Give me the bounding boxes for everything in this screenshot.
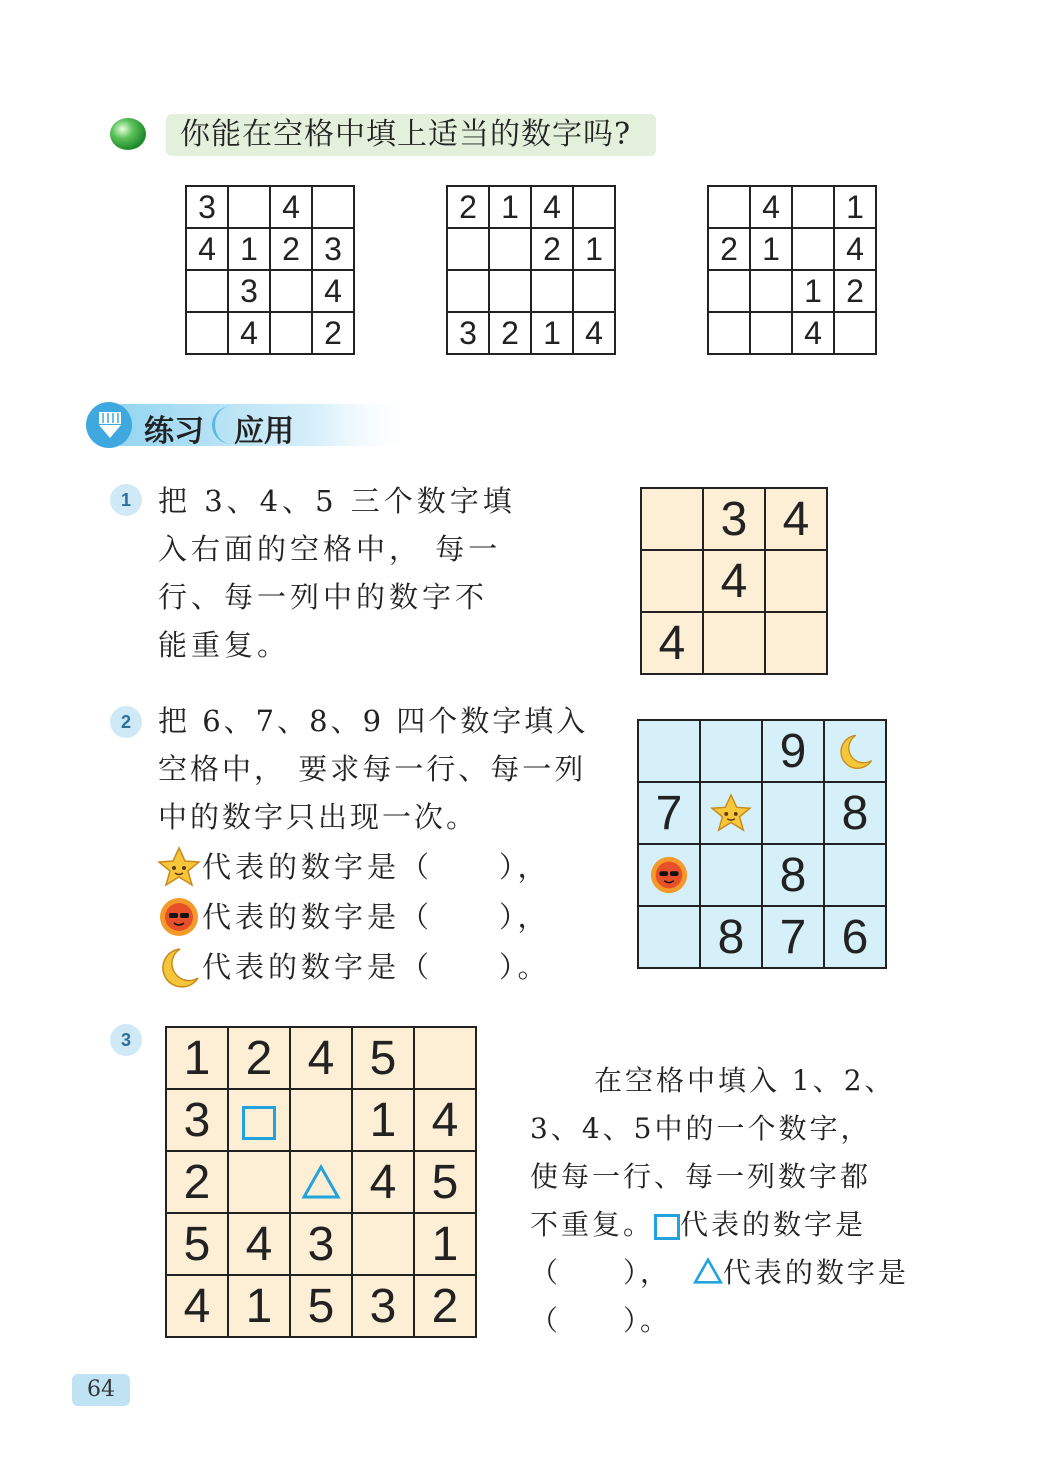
- text-line: 把 6、7、8、9 四个数字填入: [158, 704, 589, 738]
- grid-cell: 4: [414, 1089, 476, 1151]
- green-ball-icon: [108, 116, 148, 152]
- q1-grid: [640, 487, 828, 675]
- answer-line-moon: [156, 945, 551, 989]
- grid-cell: [573, 270, 615, 312]
- triangle-icon: [693, 1257, 723, 1285]
- grid-cell: [641, 550, 703, 612]
- grid-cell: [641, 488, 703, 550]
- grid-cell: 9: [762, 720, 824, 782]
- grid-cell: 5: [352, 1027, 414, 1089]
- grid-cell: 2: [447, 186, 489, 228]
- text-line: 在空格中填入 1、2、: [594, 1064, 896, 1097]
- question-number-2: 2: [110, 706, 142, 738]
- question-3-text: [530, 1057, 909, 1345]
- grid-cell: [228, 1151, 290, 1213]
- grid-cell: [765, 612, 827, 674]
- star-icon: [709, 793, 753, 833]
- text-line: 把 3、4、5 三个数字填: [158, 484, 516, 518]
- text-line: 使每一行、每一列数字都: [530, 1160, 872, 1193]
- grid-cell: 4: [228, 1213, 290, 1275]
- text-fragment: 代表的数字是: [722, 1256, 909, 1289]
- grid-cell: [638, 720, 700, 782]
- grid-cell: [228, 186, 270, 228]
- grid-cell: 4: [573, 312, 615, 354]
- text-line: 中的数字只出现一次。: [158, 800, 479, 834]
- grid-cell: 5: [166, 1213, 228, 1275]
- question-2-answers: [156, 845, 551, 989]
- text-line: 3、4、5中的一个数字，: [530, 1112, 872, 1145]
- grid-cell: 2: [166, 1151, 228, 1213]
- grid-cell: 1: [228, 228, 270, 270]
- grid-cell: 2: [489, 312, 531, 354]
- grid-cell: [834, 312, 876, 354]
- grid-cell: 4: [641, 612, 703, 674]
- grid-cell: 2: [270, 228, 312, 270]
- grid-cell: 4: [531, 186, 573, 228]
- grid-cell: 8: [700, 906, 762, 968]
- grid-cell: 3: [447, 312, 489, 354]
- grid-cell: 2: [708, 228, 750, 270]
- grid-cell: [700, 720, 762, 782]
- grid-cell: [447, 270, 489, 312]
- grid-cell: 3: [312, 228, 354, 270]
- answer-line-sun: [156, 895, 551, 939]
- moon-icon: [835, 731, 875, 771]
- grid-cell: 5: [290, 1275, 352, 1337]
- square-cell: [228, 1089, 290, 1151]
- grid-cell: [414, 1027, 476, 1089]
- grid-cell: 7: [762, 906, 824, 968]
- section-banner: [84, 400, 414, 450]
- grid-cell: 5: [414, 1151, 476, 1213]
- moon-cell: [824, 720, 886, 782]
- text-line: [530, 1249, 909, 1297]
- question-2-text: [158, 697, 588, 841]
- grid-cell: 1: [573, 228, 615, 270]
- star-cell: [700, 782, 762, 844]
- text-line: [530, 1201, 909, 1249]
- answer-text: 代表的数字是（ ），: [202, 850, 551, 884]
- grid-cell: 4: [703, 550, 765, 612]
- grid-cell: [708, 186, 750, 228]
- grid-cell: 7: [638, 782, 700, 844]
- grid-cell: 3: [352, 1275, 414, 1337]
- text-line: （ ）。: [530, 1304, 672, 1337]
- grid-cell: [765, 550, 827, 612]
- text-fragment: （ ），: [530, 1256, 672, 1289]
- grid-cell: 3: [290, 1213, 352, 1275]
- grid-cell: 1: [166, 1027, 228, 1089]
- grid-cell: [700, 844, 762, 906]
- q3-grid: [165, 1026, 477, 1338]
- grid-cell: [703, 612, 765, 674]
- grid-cell: 4: [792, 312, 834, 354]
- grid-cell: 1: [228, 1275, 290, 1337]
- grid-cell: 2: [312, 312, 354, 354]
- grid-cell: 4: [312, 270, 354, 312]
- grid-cell: 3: [703, 488, 765, 550]
- text-line: 入右面的空格中， 每一: [158, 532, 502, 566]
- sun-icon: [647, 855, 691, 895]
- grid-cell: 2: [834, 270, 876, 312]
- square-icon: [654, 1214, 680, 1240]
- grid-cell: 4: [750, 186, 792, 228]
- star-icon: [156, 846, 202, 888]
- text-fragment: 不重复。: [530, 1208, 655, 1241]
- grid-cell: [750, 270, 792, 312]
- sudoku-grid-3: [707, 185, 877, 355]
- grid-cell: [573, 186, 615, 228]
- grid-cell: 4: [186, 228, 228, 270]
- grid-cell: 3: [186, 186, 228, 228]
- grid-cell: 4: [166, 1275, 228, 1337]
- text-fragment: 代表的数字是: [680, 1208, 867, 1241]
- grid-cell: 3: [166, 1089, 228, 1151]
- grid-cell: 6: [824, 906, 886, 968]
- sudoku-grid-2: [446, 185, 616, 355]
- grid-cell: [708, 270, 750, 312]
- grid-cell: [531, 270, 573, 312]
- grid-cell: [824, 844, 886, 906]
- sun-cell: [638, 844, 700, 906]
- grid-cell: 3: [228, 270, 270, 312]
- grid-cell: 1: [414, 1213, 476, 1275]
- grid-cell: 4: [834, 228, 876, 270]
- grid-cell: 2: [228, 1027, 290, 1089]
- grid-cell: 4: [290, 1027, 352, 1089]
- grid-cell: 1: [352, 1089, 414, 1151]
- grid-cell: [312, 186, 354, 228]
- section-title-practice: 练习: [144, 414, 204, 449]
- prompt-box: 你能在空格中填上适当的数字吗?: [166, 114, 656, 156]
- grid-cell: [270, 270, 312, 312]
- grid-cell: [489, 270, 531, 312]
- answer-text: 代表的数字是（ ）。: [202, 950, 551, 984]
- question-number-3: 3: [110, 1024, 142, 1056]
- square-icon: [242, 1106, 276, 1140]
- question-1-text: [158, 477, 516, 669]
- grid-cell: [750, 312, 792, 354]
- sun-icon: [156, 896, 202, 938]
- grid-cell: 2: [531, 228, 573, 270]
- page-number: 64: [72, 1374, 130, 1406]
- pencil-icon: [95, 410, 125, 440]
- grid-cell: 4: [765, 488, 827, 550]
- moon-icon: [156, 946, 202, 988]
- grid-cell: [708, 312, 750, 354]
- grid-cell: [186, 312, 228, 354]
- grid-cell: [792, 228, 834, 270]
- grid-cell: [186, 270, 228, 312]
- grid-cell: [290, 1089, 352, 1151]
- grid-cell: [352, 1213, 414, 1275]
- text-line: 能重复。: [158, 628, 291, 662]
- grid-cell: 8: [824, 782, 886, 844]
- grid-cell: 1: [834, 186, 876, 228]
- grid-cell: 1: [531, 312, 573, 354]
- q2-grid: [637, 719, 887, 969]
- grid-cell: 4: [228, 312, 270, 354]
- grid-cell: [638, 906, 700, 968]
- grid-cell: [489, 228, 531, 270]
- triangle-cell: [290, 1151, 352, 1213]
- triangle-icon: [301, 1164, 341, 1200]
- sudoku-grid-1: [185, 185, 355, 355]
- answer-text: 代表的数字是（ ），: [202, 900, 551, 934]
- grid-cell: [270, 312, 312, 354]
- grid-cell: 2: [414, 1275, 476, 1337]
- grid-cell: 8: [762, 844, 824, 906]
- grid-cell: [792, 186, 834, 228]
- grid-cell: 1: [489, 186, 531, 228]
- grid-cell: 4: [270, 186, 312, 228]
- question-number-1: 1: [110, 484, 142, 516]
- section-title-application: 应用: [234, 414, 294, 449]
- answer-line-star: [156, 845, 551, 889]
- grid-cell: 1: [750, 228, 792, 270]
- grid-cell: 1: [792, 270, 834, 312]
- grid-cell: 4: [352, 1151, 414, 1213]
- text-line: 行、每一列中的数字不: [158, 580, 489, 614]
- grid-cell: [762, 782, 824, 844]
- grid-cell: [447, 228, 489, 270]
- text-line: 空格中， 要求每一行、每一列: [158, 752, 587, 786]
